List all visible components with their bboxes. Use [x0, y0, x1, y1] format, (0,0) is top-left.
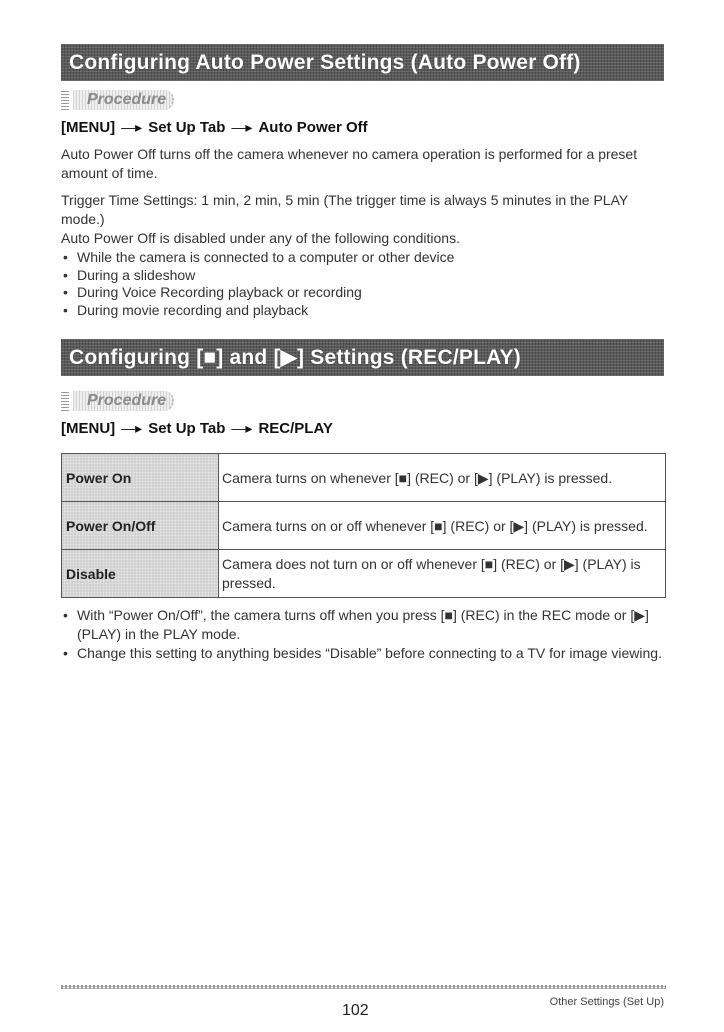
list-item: • Change this setting to anything besides “Disable” before connecting to a TV for image viewing.: [61, 644, 666, 663]
menu-path: [61, 420, 333, 437]
section-title: Configuring [■] and [▶] Settings (REC/PLAY): [69, 346, 521, 369]
list-item: • During a slideshow: [61, 267, 666, 285]
procedure-marker-icon: [61, 90, 69, 110]
menu-item: Auto Power Off: [258, 119, 368, 136]
arrow-icon: —▸: [231, 420, 253, 436]
menu-item: REC/PLAY: [258, 420, 333, 437]
procedure-marker-icon: [61, 391, 69, 411]
table-row: [62, 454, 666, 502]
option-description: Camera turns on whenever [■] (REC) or [▶] (PLAY) is pressed.: [219, 454, 666, 502]
arrow-icon: —▸: [121, 420, 143, 436]
option-label: Power On: [62, 454, 219, 502]
procedure-tag: [61, 390, 201, 412]
footer-divider: [61, 985, 666, 989]
section-header-auto-power-off: [61, 44, 664, 81]
list-item: • During movie recording and playback: [61, 302, 666, 320]
arrow-icon: —▸: [121, 119, 143, 135]
menu-path: [61, 119, 368, 136]
procedure-tag: [61, 89, 201, 111]
intro-text: Auto Power Off turns off the camera whenever no camera operation is performed for a preset amount of time.: [61, 146, 638, 181]
option-description: Camera turns on or off whenever [■] (REC) or [▶] (PLAY) is pressed.: [219, 502, 666, 550]
trigger-text: Trigger Time Settings: 1 min, 2 min, 5 min (The trigger time is always 5 minutes in the PLAY mode.): [61, 192, 628, 227]
option-description: Camera does not turn on or off whenever [■] (REC) or [▶] (PLAY) is pressed.: [219, 550, 666, 598]
menu-tab: Set Up Tab: [148, 420, 226, 437]
footer-section-label: Other Settings (Set Up): [549, 996, 664, 1008]
list-item: • With “Power On/Off”, the camera turns off when you press [■] (REC) in the REC mode or [▶] (PLAY) in the PLAY mode.: [61, 606, 666, 644]
option-label: Disable: [62, 550, 219, 598]
notes-list: [61, 606, 666, 663]
procedure-label: Procedure: [73, 391, 174, 411]
page-number: 102: [342, 1002, 369, 1019]
procedure-label: Procedure: [73, 90, 174, 110]
options-table: [61, 453, 666, 598]
disabled-intro-text: Auto Power Off is disabled under any of the following conditions.: [61, 230, 460, 246]
menu-tab: Set Up Tab: [148, 119, 226, 136]
list-item: • While the camera is connected to a computer or other device: [61, 249, 666, 267]
table-row: [62, 502, 666, 550]
section-header-rec-play: [61, 339, 664, 376]
menu-key: [MENU]: [61, 420, 116, 437]
section-title: Configuring Auto Power Settings (Auto Power Off): [69, 50, 581, 74]
condition-list: [61, 249, 666, 319]
option-label: Power On/Off: [62, 502, 219, 550]
menu-key: [MENU]: [61, 119, 116, 136]
list-item: • During Voice Recording playback or recording: [61, 284, 666, 302]
table-row: [62, 550, 666, 598]
arrow-icon: —▸: [231, 119, 253, 135]
